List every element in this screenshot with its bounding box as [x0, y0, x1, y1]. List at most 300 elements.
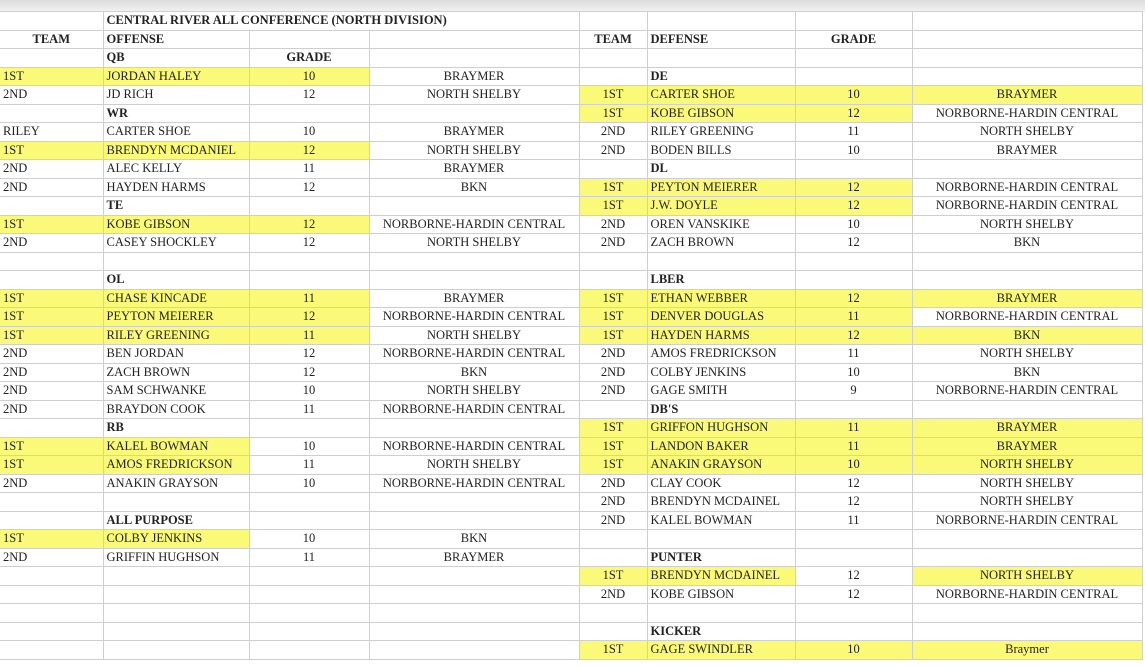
table-row	[0, 67, 1142, 86]
cell-player[interactable]: GAGE SWINDLER	[647, 641, 795, 660]
cell-grade[interactable]	[249, 493, 369, 512]
cell-team[interactable]	[579, 160, 647, 179]
cell-school[interactable]: NORBORNE-HARDIN CENTRAL	[369, 400, 579, 419]
table-row	[0, 382, 1142, 401]
cell-school[interactable]: NORBORNE-HARDIN CENTRAL	[912, 511, 1142, 530]
cell-player[interactable]: BODEN BILLS	[647, 141, 795, 160]
cell-player[interactable]: KOBE GIBSON	[647, 585, 795, 604]
cell-team[interactable]: 1ST	[579, 437, 647, 456]
cell-player[interactable]	[103, 622, 249, 641]
cell-grade[interactable]: 10	[795, 363, 912, 382]
cell-grade[interactable]	[249, 641, 369, 660]
section-label[interactable]: RB	[103, 419, 249, 438]
cell-school[interactable]	[369, 622, 579, 641]
cell-team[interactable]: 2ND	[0, 474, 103, 493]
cell-team[interactable]	[579, 400, 647, 419]
table-row	[0, 493, 1142, 512]
cell-school[interactable]: NORTH SHELBY	[912, 345, 1142, 364]
cell-team[interactable]: 2ND	[579, 141, 647, 160]
header-defense: DEFENSE	[647, 30, 795, 49]
cell-team[interactable]: 1ST	[579, 86, 647, 105]
cell-team[interactable]	[579, 622, 647, 641]
cell-team[interactable]: 2ND	[579, 474, 647, 493]
cell-grade[interactable]: 10	[795, 456, 912, 475]
cell-team[interactable]: 1ST	[579, 456, 647, 475]
cell-grade[interactable]: 11	[795, 123, 912, 142]
cell-grade[interactable]	[249, 511, 369, 530]
cell-school[interactable]	[912, 252, 1142, 271]
cell-team[interactable]: 2ND	[579, 215, 647, 234]
cell-school[interactable]	[912, 49, 1142, 68]
cell-team[interactable]	[0, 49, 103, 68]
cell-team[interactable]: 1ST	[579, 308, 647, 327]
cell-grade[interactable]: 11	[795, 308, 912, 327]
cell-school[interactable]: BRAYMER	[912, 419, 1142, 438]
cell-player[interactable]: CASEY SHOCKLEY	[103, 234, 249, 253]
table-row	[0, 252, 1142, 271]
cell-grade[interactable]	[795, 530, 912, 549]
cell-player[interactable]	[647, 604, 795, 623]
cell-grade[interactable]: 12	[249, 234, 369, 253]
cell-team[interactable]: 2ND	[579, 382, 647, 401]
cell-team[interactable]	[0, 493, 103, 512]
cell-team[interactable]: 2ND	[579, 493, 647, 512]
cell-grade[interactable]: 11	[249, 289, 369, 308]
cell-team[interactable]	[0, 604, 103, 623]
section-label[interactable]: GRADE	[249, 49, 369, 68]
cell-team[interactable]: 2ND	[0, 548, 103, 567]
cell-grade[interactable]: 10	[249, 382, 369, 401]
cell-player[interactable]: ETHAN WEBBER	[647, 289, 795, 308]
table-row	[0, 104, 1142, 123]
table-row	[0, 141, 1142, 160]
section-label[interactable]: DE	[647, 67, 795, 86]
cell-school[interactable]	[369, 197, 579, 216]
cell-player[interactable]: BEN JORDAN	[103, 345, 249, 364]
cell-team[interactable]	[0, 641, 103, 660]
cell-player[interactable]: JD RICH	[103, 86, 249, 105]
cell-grade[interactable]	[795, 622, 912, 641]
cell-player[interactable]: GAGE SMITH	[647, 382, 795, 401]
header-team-right: TEAM	[579, 30, 647, 49]
cell-grade[interactable]: 10	[249, 474, 369, 493]
cell-team[interactable]	[0, 197, 103, 216]
cell[interactable]	[912, 30, 1142, 49]
cell-player[interactable]: ZACH BROWN	[647, 234, 795, 253]
cell-team[interactable]: RILEY	[0, 123, 103, 142]
section-label[interactable]: ALL PURPOSE	[103, 511, 249, 530]
cell-team[interactable]: 2ND	[0, 345, 103, 364]
cell-school[interactable]: NORBORNE-HARDIN CENTRAL	[912, 585, 1142, 604]
cell-player[interactable]: HAYDEN HARMS	[103, 178, 249, 197]
cell-player[interactable]: CARTER SHOE	[103, 123, 249, 142]
cell-school[interactable]: NORBORNE-HARDIN CENTRAL	[369, 345, 579, 364]
table-row	[0, 271, 1142, 290]
cell-school[interactable]: BRAYMER	[369, 160, 579, 179]
cell-grade[interactable]: 12	[249, 215, 369, 234]
cell-school[interactable]	[912, 271, 1142, 290]
cell-grade[interactable]	[249, 567, 369, 586]
table-row	[0, 567, 1142, 586]
cell-grade[interactable]: 12	[795, 197, 912, 216]
table-row	[0, 400, 1142, 419]
section-label[interactable]: QB	[103, 49, 249, 68]
cell-player[interactable]: PEYTON MEIERER	[647, 178, 795, 197]
cell-school[interactable]	[369, 271, 579, 290]
section-label[interactable]: DL	[647, 160, 795, 179]
cell-team[interactable]: 1ST	[579, 104, 647, 123]
cell[interactable]	[249, 30, 369, 49]
cell-team[interactable]: 1ST	[0, 530, 103, 549]
cell-player[interactable]: COLBY JENKINS	[647, 363, 795, 382]
cell-team[interactable]: 1ST	[0, 308, 103, 327]
cell-grade[interactable]	[249, 419, 369, 438]
cell-grade[interactable]: 11	[249, 160, 369, 179]
cell-school[interactable]	[912, 548, 1142, 567]
cell-team[interactable]	[579, 49, 647, 68]
cell-team[interactable]: 1ST	[579, 567, 647, 586]
cell-school[interactable]: BRAYMER	[912, 86, 1142, 105]
cell-school[interactable]: BRAYMER	[369, 123, 579, 142]
table-row	[0, 456, 1142, 475]
cell[interactable]	[912, 12, 1142, 31]
cell-player[interactable]: KOBE GIBSON	[647, 104, 795, 123]
cell-grade[interactable]: 12	[249, 86, 369, 105]
cell-player[interactable]: BRENDYN MCDAINEL	[647, 493, 795, 512]
cell-team[interactable]: 2ND	[579, 123, 647, 142]
table-row	[0, 622, 1142, 641]
cell-team[interactable]: 1ST	[579, 641, 647, 660]
cell[interactable]	[647, 12, 795, 31]
table-row	[0, 419, 1142, 438]
cell-school[interactable]	[369, 511, 579, 530]
cell-player[interactable]: BRAYDON COOK	[103, 400, 249, 419]
cell-school[interactable]: NORTH SHELBY	[369, 326, 579, 345]
cell-grade[interactable]	[249, 604, 369, 623]
cell-team[interactable]: 1ST	[579, 419, 647, 438]
cell-team[interactable]	[0, 567, 103, 586]
cell-team[interactable]: 1ST	[0, 437, 103, 456]
cell-school[interactable]	[912, 67, 1142, 86]
table-row	[0, 86, 1142, 105]
cell-grade[interactable]: 12	[795, 493, 912, 512]
cell-grade[interactable]: 12	[795, 326, 912, 345]
cell-player[interactable]: JORDAN HALEY	[103, 67, 249, 86]
table-row	[0, 178, 1142, 197]
cell-grade[interactable]: 12	[249, 308, 369, 327]
cell-school[interactable]: NORTH SHELBY	[369, 382, 579, 401]
cell-grade[interactable]	[249, 252, 369, 271]
cell-grade[interactable]: 12	[249, 141, 369, 160]
cell-grade[interactable]: 12	[795, 104, 912, 123]
cell-grade[interactable]: 11	[795, 437, 912, 456]
cell-team[interactable]: 1ST	[579, 326, 647, 345]
cell-grade[interactable]	[795, 67, 912, 86]
cell-grade[interactable]	[249, 622, 369, 641]
cell-team[interactable]: 2ND	[579, 363, 647, 382]
cell-player[interactable]: KALEL BOWMAN	[103, 437, 249, 456]
cell-player[interactable]	[647, 252, 795, 271]
cell-grade[interactable]	[795, 49, 912, 68]
table-row	[0, 363, 1142, 382]
cell-school[interactable]: BKN	[369, 178, 579, 197]
cell-team[interactable]	[0, 511, 103, 530]
cell-team[interactable]	[579, 604, 647, 623]
cell-team[interactable]: 2ND	[0, 234, 103, 253]
cell-grade[interactable]: 11	[795, 511, 912, 530]
cell-school[interactable]: BKN	[912, 234, 1142, 253]
section-label[interactable]: OL	[103, 271, 249, 290]
cell-grade[interactable]	[795, 252, 912, 271]
cell-player[interactable]: HAYDEN HARMS	[647, 326, 795, 345]
cell-team[interactable]: 2ND	[0, 86, 103, 105]
cell-school[interactable]: NORBORNE-HARDIN CENTRAL	[369, 215, 579, 234]
section-label[interactable]: DB'S	[647, 400, 795, 419]
cell-player[interactable]	[103, 567, 249, 586]
cell-team[interactable]: 1ST	[0, 141, 103, 160]
cell-team[interactable]: 1ST	[579, 178, 647, 197]
cell-school[interactable]: NORBORNE-HARDIN CENTRAL	[912, 382, 1142, 401]
cell-grade[interactable]: 10	[795, 641, 912, 660]
cell-grade[interactable]	[249, 271, 369, 290]
cell-grade[interactable]: 11	[249, 326, 369, 345]
cell-team[interactable]: 2ND	[0, 382, 103, 401]
cell-team[interactable]	[0, 419, 103, 438]
cell-team[interactable]: 2ND	[0, 178, 103, 197]
cell-grade[interactable]: 11	[249, 548, 369, 567]
cell-grade[interactable]: 10	[249, 123, 369, 142]
header-team-left: TEAM	[0, 30, 103, 49]
cell-grade[interactable]: 11	[249, 400, 369, 419]
cell-school[interactable]: NORTH SHELBY	[912, 567, 1142, 586]
cell-grade[interactable]: 10	[795, 86, 912, 105]
cell-player[interactable]: COLBY JENKINS	[103, 530, 249, 549]
cell-team[interactable]: 2ND	[0, 400, 103, 419]
cell-player[interactable]	[103, 604, 249, 623]
cell-school[interactable]: BRAYMER	[369, 67, 579, 86]
cell-grade[interactable]: 12	[795, 474, 912, 493]
cell-player[interactable]: ANAKIN GRAYSON	[647, 456, 795, 475]
cell-grade[interactable]: 12	[795, 289, 912, 308]
cell-team[interactable]: 2ND	[579, 585, 647, 604]
cell-grade[interactable]: 12	[249, 363, 369, 382]
cell-grade[interactable]	[249, 585, 369, 604]
cell-grade[interactable]	[249, 104, 369, 123]
cell-player[interactable]	[647, 49, 795, 68]
cell-school[interactable]	[369, 604, 579, 623]
cell-team[interactable]: 2ND	[0, 160, 103, 179]
cell[interactable]	[369, 30, 579, 49]
cell-school[interactable]	[369, 641, 579, 660]
cell-school[interactable]	[369, 585, 579, 604]
cell-player[interactable]	[103, 641, 249, 660]
cell-school[interactable]: Braymer	[912, 641, 1142, 660]
cell-grade[interactable]	[795, 604, 912, 623]
cell-school[interactable]: BKN	[369, 363, 579, 382]
cell-player[interactable]: CARTER SHOE	[647, 86, 795, 105]
cell-grade[interactable]: 11	[795, 345, 912, 364]
cell-grade[interactable]	[249, 197, 369, 216]
all-conference-sheet	[0, 11, 1143, 660]
cell-school[interactable]: BKN	[912, 326, 1142, 345]
cell-school[interactable]: BKN	[369, 530, 579, 549]
cell-school[interactable]	[369, 49, 579, 68]
table-row	[0, 160, 1142, 179]
table-row	[0, 197, 1142, 216]
cell-team[interactable]: 1ST	[579, 289, 647, 308]
cell-team[interactable]: 2ND	[579, 511, 647, 530]
cell-player[interactable]: ZACH BROWN	[103, 363, 249, 382]
cell-player[interactable]: GRIFFIN HUGHSON	[103, 548, 249, 567]
section-label[interactable]: PUNTER	[647, 548, 795, 567]
table-row	[0, 345, 1142, 364]
cell-team[interactable]	[0, 104, 103, 123]
cell-school[interactable]	[369, 567, 579, 586]
cell-grade[interactable]: 10	[795, 141, 912, 160]
cell-school[interactable]: NORBORNE-HARDIN CENTRAL	[912, 104, 1142, 123]
cell[interactable]	[795, 12, 912, 31]
cell-school[interactable]: NORBORNE-HARDIN CENTRAL	[369, 437, 579, 456]
cell-school[interactable]: NORBORNE-HARDIN CENTRAL	[912, 308, 1142, 327]
cell-player[interactable]: DENVER DOUGLAS	[647, 308, 795, 327]
cell-school[interactable]: BRAYMER	[912, 437, 1142, 456]
cell-school[interactable]: NORTH SHELBY	[912, 493, 1142, 512]
header-offense: OFFENSE	[103, 30, 249, 49]
cell-school[interactable]	[912, 400, 1142, 419]
cell-team[interactable]: 2ND	[579, 234, 647, 253]
cell-player[interactable]: OREN VANSKIKE	[647, 215, 795, 234]
cell-grade[interactable]: 12	[795, 585, 912, 604]
cell-school[interactable]: NORTH SHELBY	[369, 141, 579, 160]
cell-team[interactable]	[579, 252, 647, 271]
cell-school[interactable]: NORBORNE-HARDIN CENTRAL	[369, 308, 579, 327]
cell-grade[interactable]: 12	[795, 567, 912, 586]
cell-school[interactable]: NORTH SHELBY	[912, 215, 1142, 234]
cell-player[interactable]	[103, 493, 249, 512]
cell-team[interactable]	[0, 585, 103, 604]
cell-school[interactable]: NORTH SHELBY	[912, 123, 1142, 142]
cell-player[interactable]	[103, 252, 249, 271]
cell-school[interactable]	[912, 604, 1142, 623]
cell-school[interactable]: NORTH SHELBY	[369, 456, 579, 475]
cell-team[interactable]: 1ST	[0, 289, 103, 308]
cell-player[interactable]: KALEL BOWMAN	[647, 511, 795, 530]
cell-player[interactable]: AMOS FREDRICKSON	[103, 456, 249, 475]
cell-grade[interactable]: 10	[249, 437, 369, 456]
cell-grade[interactable]: 9	[795, 382, 912, 401]
cell-grade[interactable]	[795, 548, 912, 567]
cell-school[interactable]: NORTH SHELBY	[912, 474, 1142, 493]
cell-school[interactable]: BRAYMER	[369, 289, 579, 308]
cell-team[interactable]: 1ST	[579, 197, 647, 216]
cell[interactable]	[0, 12, 103, 31]
section-label[interactable]: LBER	[647, 271, 795, 290]
cell-team[interactable]: 1ST	[0, 67, 103, 86]
cell-team[interactable]	[579, 530, 647, 549]
cell-school[interactable]: BKN	[912, 363, 1142, 382]
cell[interactable]	[579, 12, 647, 31]
cell-grade[interactable]: 12	[249, 178, 369, 197]
cell-player[interactable]: RILEY GREENING	[647, 123, 795, 142]
cell-player[interactable]	[103, 585, 249, 604]
cell-player[interactable]: LANDON BAKER	[647, 437, 795, 456]
cell-school[interactable]	[369, 104, 579, 123]
cell-grade[interactable]: 10	[249, 530, 369, 549]
section-label[interactable]: WR	[103, 104, 249, 123]
cell-school[interactable]	[369, 419, 579, 438]
cell-school[interactable]: NORBORNE-HARDIN CENTRAL	[912, 178, 1142, 197]
cell-grade[interactable]: 10	[795, 215, 912, 234]
cell-player[interactable]: BRENDYN MCDAINEL	[647, 567, 795, 586]
cell-school[interactable]: BRAYMER	[912, 141, 1142, 160]
cell-player[interactable]: KOBE GIBSON	[103, 215, 249, 234]
cell-school[interactable]: NORTH SHELBY	[369, 86, 579, 105]
table-row	[0, 215, 1142, 234]
cell-team[interactable]	[579, 271, 647, 290]
cell-team[interactable]: 1ST	[0, 456, 103, 475]
cell-school[interactable]: NORTH SHELBY	[369, 234, 579, 253]
cell-school[interactable]: NORBORNE-HARDIN CENTRAL	[912, 197, 1142, 216]
cell-school[interactable]: NORTH SHELBY	[912, 456, 1142, 475]
cell-team[interactable]	[579, 548, 647, 567]
cell-school[interactable]: BRAYMER	[912, 289, 1142, 308]
cell-grade[interactable]	[795, 160, 912, 179]
cell-grade[interactable]: 12	[795, 234, 912, 253]
cell-player[interactable]: CLAY COOK	[647, 474, 795, 493]
cell-team[interactable]: 2ND	[579, 345, 647, 364]
table-row	[0, 641, 1142, 660]
cell-player[interactable]	[647, 530, 795, 549]
cell-team[interactable]	[0, 271, 103, 290]
cell-player[interactable]: CHASE KINCADE	[103, 289, 249, 308]
cell-school[interactable]	[912, 622, 1142, 641]
cell-team[interactable]	[579, 67, 647, 86]
cell-team[interactable]: 1ST	[0, 326, 103, 345]
cell-team[interactable]	[0, 622, 103, 641]
cell-player[interactable]: SAM SCHWANKE	[103, 382, 249, 401]
cell-school[interactable]	[369, 493, 579, 512]
cell-player[interactable]: J.W. DOYLE	[647, 197, 795, 216]
cell-player[interactable]: PEYTON MEIERER	[103, 308, 249, 327]
cell-grade[interactable]: 12	[249, 345, 369, 364]
table-row	[0, 123, 1142, 142]
cell-grade[interactable]: 11	[795, 419, 912, 438]
cell-grade[interactable]: 11	[249, 456, 369, 475]
cell-school[interactable]	[912, 530, 1142, 549]
cell-team[interactable]	[0, 252, 103, 271]
cell-school[interactable]	[912, 160, 1142, 179]
cell-player[interactable]: ALEC KELLY	[103, 160, 249, 179]
cell-team[interactable]: 1ST	[0, 215, 103, 234]
section-label[interactable]: TE	[103, 197, 249, 216]
cell-player[interactable]: AMOS FREDRICKSON	[647, 345, 795, 364]
table-row	[0, 511, 1142, 530]
section-label[interactable]: KICKER	[647, 622, 795, 641]
cell-player[interactable]: ANAKIN GRAYSON	[103, 474, 249, 493]
table-row	[0, 234, 1142, 253]
cell-player[interactable]: RILEY GREENING	[103, 326, 249, 345]
cell-grade[interactable]	[795, 400, 912, 419]
cell-grade[interactable]: 10	[249, 67, 369, 86]
cell-player[interactable]: GRIFFON HUGHSON	[647, 419, 795, 438]
cell-grade[interactable]	[795, 271, 912, 290]
cell-school[interactable]: NORBORNE-HARDIN CENTRAL	[369, 474, 579, 493]
cell-player[interactable]: BRENDYN MCDANIEL	[103, 141, 249, 160]
cell-team[interactable]: 2ND	[0, 363, 103, 382]
cell-school[interactable]: BRAYMER	[369, 548, 579, 567]
cell-grade[interactable]: 12	[795, 178, 912, 197]
cell-school[interactable]	[369, 252, 579, 271]
